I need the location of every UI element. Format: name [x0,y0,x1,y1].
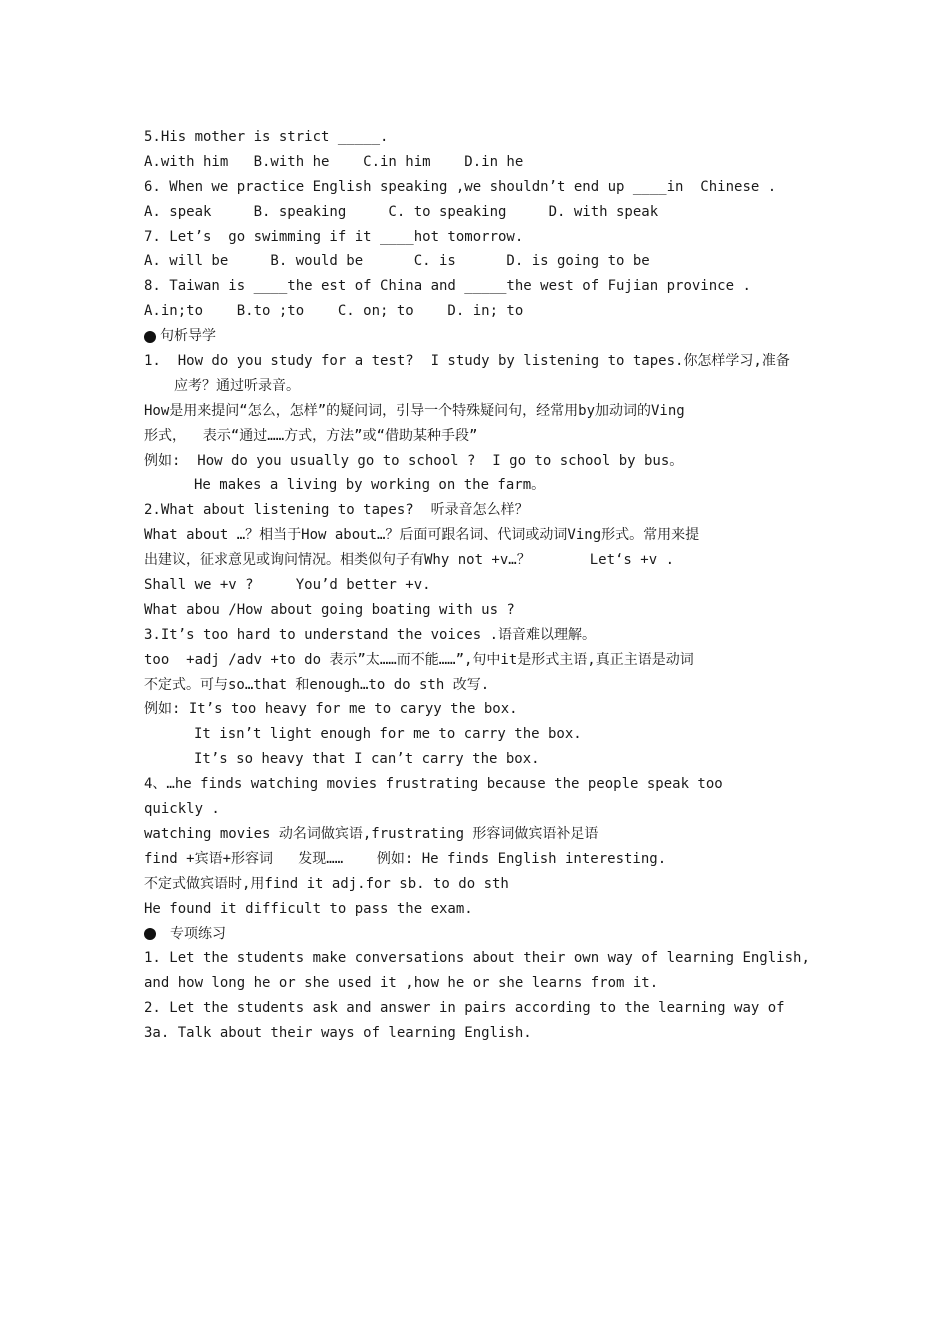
analysis-line: find +宾语+形容词 发现…… 例如: He finds English interesting. [144,850,667,867]
analysis-line: 4、…he finds watching movies frustrating because the people speak too [144,776,723,793]
question-7-options: A. will be B. would be C. is D. is going to be [144,253,650,270]
question-5: 5.His mother is strict _____. [144,129,389,145]
analysis-line: Shall we +v ? You’d better +v. [144,577,431,594]
question-8-options: A.in;to B.to ;to C. on; to D. in; to [144,303,524,320]
bullet-icon [144,928,156,940]
section-heading-analysis [144,324,824,349]
question-6: 6. When we practice English speaking ,we shouldn’t end up ____in Chinese . [144,178,777,195]
question-8: 8. Taiwan is ____the est of China and _____the west of Fujian province . [144,278,751,295]
practice-line: 3a. Talk about their ways of learning English. [144,1025,532,1042]
document-page [144,125,824,1046]
analysis-line: 2.What about listening to tapes? 听录音怎么样？ [144,502,529,519]
analysis-line: What about …？相当于How about…？后面可跟名词、代词或动词Ving形式。常用来提 [144,527,700,544]
analysis-line: It’s so heavy that I can’t carry the box. [194,751,540,768]
analysis-line: 3.It’s too hard to understand the voices .语音难以理解。 [144,626,597,643]
analysis-line: 不定式做宾语时,用find it adj.for sb. to do sth [144,875,509,892]
analysis-line: He found it difficult to pass the exam. [144,900,473,917]
analysis-line: 应考？通过听录音。 [174,377,300,394]
analysis-line: watching movies 动名词做宾语,frustrating 形容词做宾语补足语 [144,825,599,842]
practice-line: 2. Let the students ask and answer in pairs according to the learning way of [144,1000,785,1017]
bullet-icon [144,331,156,343]
analysis-line: It isn’t light enough for me to carry the box. [194,726,582,743]
practice-line: and how long he or she used it ,how he or she learns from it. [144,975,659,992]
question-5-options: A.with him B.with he C.in him D.in he [144,153,524,170]
analysis-line: too +adj /adv +to do 表示”太……而不能……”,句中it是形式主语,真正主语是动词 [144,651,694,668]
analysis-line: How是用来提问“怎么，怎样”的疑问词，引导一个特殊疑问句，经常用by加动词的Ving [144,402,685,419]
section-title: 句析导学 [160,328,216,345]
analysis-line: 例如: It’s too heavy for me to caryy the box. [144,701,518,718]
analysis-line: What abou /How about going boating with us ? [144,601,515,618]
analysis-line: 例如: How do you usually go to school ? I go to school by bus。 [144,452,684,469]
analysis-line: 形式， 表示“通过……方式，方法”或“借助某种手段” [144,427,478,444]
section-heading-practice [144,922,824,947]
question-6-options: A. speak B. speaking C. to speaking D. with speak [144,203,659,220]
practice-line: 1. Let the students make conversations about their own way of learning English, [144,950,810,967]
analysis-line: quickly . [144,801,220,818]
analysis-line: 1. How do you study for a test? I study by listening to tapes.你怎样学习,准备 [144,353,790,370]
section-title: 专项练习 [170,925,226,942]
analysis-line: 出建议，征求意见或询问情况。相类似句子有Why not +v…？ Let‘s +v . [144,552,675,569]
analysis-line: He makes a living by working on the farm。 [194,477,546,494]
analysis-line: 不定式。可与so…that 和enough…to do sth 改写. [144,676,490,693]
question-7: 7. Let’s go swimming if it ____hot tomorrow. [144,228,524,245]
